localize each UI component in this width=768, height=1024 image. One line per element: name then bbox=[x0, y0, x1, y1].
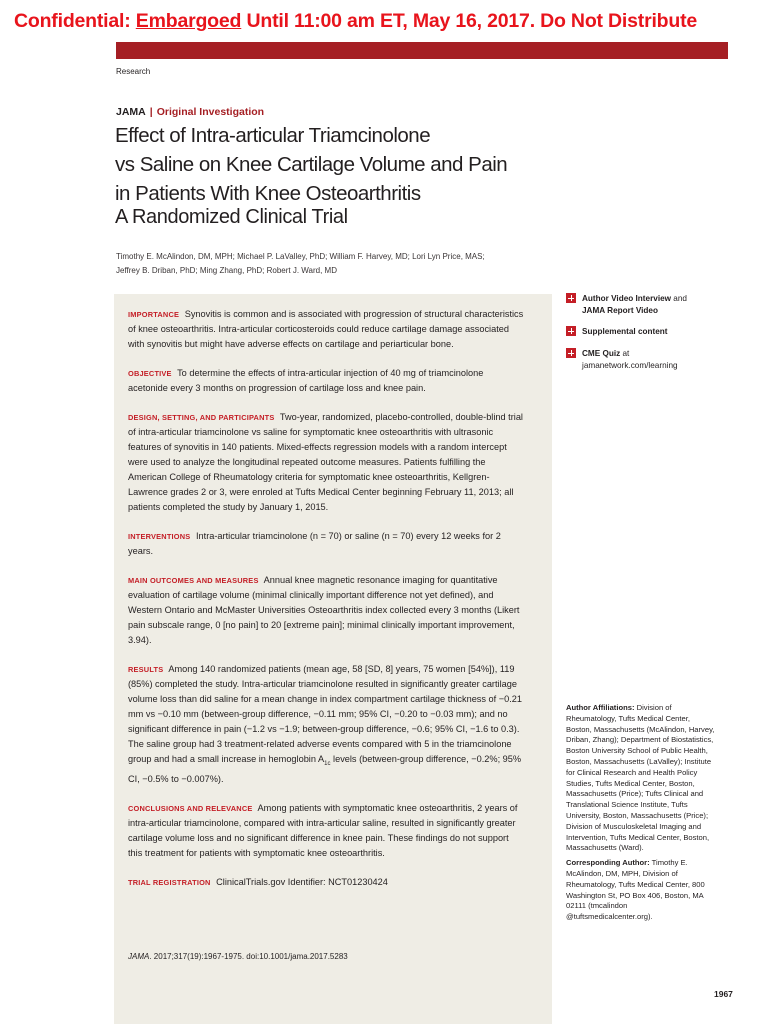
affiliations-label: Author Affiliations: bbox=[566, 703, 635, 712]
supplemental-label: Supplemental content bbox=[582, 327, 668, 336]
title-line-2: vs Saline on Knee Cartilage Volume and Pain bbox=[115, 153, 508, 176]
importance-text: Synovitis is common and is associated with progression of structural characteristics of knee osteoarthritis. Intra-articular corticosteroids could reduce cartilage damage associated with synovitis but might have adverse effects on cartilage and periarticular bone. bbox=[128, 309, 524, 349]
sidebar-supplemental-link[interactable] bbox=[566, 326, 716, 338]
conclusions-text: Among patients with symptomatic knee osteoarthritis, 2 years of intra-articular triamcinolone, compared with intra-articular saline, resulted in significantly greater cartilage volume loss and no significant difference in knee pain. These findings do not support this treatment for patients with symptomatic knee osteoarthritis. bbox=[128, 802, 518, 858]
abstract-registration bbox=[128, 875, 524, 890]
journal-name: JAMA bbox=[116, 106, 146, 118]
journal-line bbox=[116, 106, 264, 118]
abstract-box bbox=[114, 294, 552, 1024]
importance-heading: IMPORTANCE bbox=[128, 310, 180, 319]
journal-separator: | bbox=[149, 106, 153, 118]
plus-icon bbox=[566, 348, 576, 358]
corresponding-author-label: Corresponding Author: bbox=[566, 858, 650, 868]
plus-icon bbox=[566, 326, 576, 336]
design-heading: DESIGN, SETTING, AND PARTICIPANTS bbox=[128, 413, 275, 422]
citation-text: . 2017;317(19):1967-1975. doi:10.1001/jama.2017.5283 bbox=[149, 952, 348, 961]
video-interview-label: Author Video Interview bbox=[582, 294, 672, 303]
author-affiliations bbox=[566, 703, 716, 923]
article-title bbox=[115, 121, 545, 208]
article-subtitle: A Randomized Clinical Trial bbox=[115, 206, 348, 228]
header-red-bar bbox=[116, 42, 728, 59]
abstract-objective bbox=[128, 366, 524, 396]
abstract-outcomes bbox=[128, 573, 524, 648]
abstract-results bbox=[128, 662, 524, 787]
conclusions-heading: CONCLUSIONS AND RELEVANCE bbox=[128, 803, 253, 813]
outcomes-heading: MAIN OUTCOMES AND MEASURES bbox=[128, 576, 259, 585]
jama-report-video-label: JAMA Report Video bbox=[582, 305, 658, 315]
results-subscript: 1c bbox=[324, 760, 331, 767]
banner-suffix: Until 11:00 am ET, May 16, 2017. Do Not Distribute bbox=[241, 10, 698, 32]
cme-quiz-label: CME Quiz bbox=[582, 349, 621, 358]
embargo-banner bbox=[14, 10, 697, 33]
interventions-heading: INTERVENTIONS bbox=[128, 532, 191, 541]
abstract-design bbox=[128, 410, 524, 515]
title-line-3: in Patients With Knee Osteoarthritis bbox=[115, 182, 421, 205]
sidebar-cme-link[interactable] bbox=[566, 348, 716, 371]
author-list bbox=[116, 250, 526, 277]
objective-text: To determine the effects of intra-articular injection of 40 mg of triamcinolone acetonide every 3 months on progression of cartilage loss and knee pain. bbox=[128, 368, 484, 393]
title-line-1: Effect of Intra-articular Triamcinolone bbox=[115, 124, 431, 147]
registration-text: ClinicalTrials.gov Identifier: NCT01230424 bbox=[216, 876, 388, 887]
cme-at: at bbox=[620, 349, 630, 358]
plus-icon bbox=[566, 293, 576, 303]
banner-prefix: Confidential: bbox=[14, 10, 136, 32]
interventions-text: Intra-articular triamcinolone (n = 70) or saline (n = 70) every 12 weeks for 2 years. bbox=[128, 531, 501, 556]
sidebar-video-link[interactable] bbox=[566, 293, 716, 316]
video-and: and bbox=[671, 294, 687, 303]
design-text: Two-year, randomized, placebo-controlled, double-blind trial of intra-articular triamcinolone vs saline for symptomatic knee osteoarthritis with ultrasonic features of synovitis in 140 patients. Mixed-effects regression models with a random intercept were used to analyze the longitudinal repeated outcome measures. Patients fulfilling the American College of Rheumatology criteria for symptomatic knee osteoarthritis, Kellgren-Lawrence grades 2 or 3, were enroled at Tufts Medical Center beginning February 11, 2013; all patients completed the study by January 1, 2015. bbox=[128, 412, 523, 512]
banner-embargoed: Embargoed bbox=[135, 10, 242, 32]
abstract-conclusions bbox=[128, 801, 524, 861]
outcomes-text: Annual knee magnetic resonance imaging for quantitative evaluation of cartilage volume (minimal clinically important difference not yet defined), and Western Ontario and McMaster Universities Osteoarthritis index collected every 3 months (Likert pain subscale range, 0 [no pain] to 20 [extreme pain]; minimal clinically important improvement, 3.94). bbox=[128, 575, 520, 645]
objective-heading: OBJECTIVE bbox=[128, 369, 172, 378]
registration-heading: TRIAL REGISTRATION bbox=[128, 877, 211, 887]
citation-line bbox=[128, 952, 348, 961]
authors-line-1: Timothy E. McAlindon, DM, MPH; Michael P. LaValley, PhD; William F. Harvey, MD; Lori Lyn Price, MAS; bbox=[116, 252, 485, 261]
abstract-importance bbox=[128, 307, 524, 352]
authors-line-2: Jeffrey B. Driban, PhD; Ming Zhang, PhD; Robert J. Ward, MD bbox=[116, 265, 337, 275]
abstract-interventions bbox=[128, 529, 524, 559]
corresponding-author-text: Timothy E. McAlindon, DM, MPH, Division of Rheumatology, Tufts Medical Center, 800 Washington St, PO Box 406, Boston, MA 02111 (tmcalindon @tuftsmedicalcenter.org). bbox=[566, 858, 705, 922]
results-text-a: Among 140 randomized patients (mean age, 58 [SD, 8] years, 75 women [54%]), 119 (85%) completed the study. Intra-articular triamcinolone resulted in significantly greater cartilage volume loss than did saline for a mean change in index compartment cartilage thickness of −0.21 mm vs −0.10 mm (between-group difference, −0.11 mm; 95% CI, −0.20 to −0.03 mm); and no significant difference in pain (−1.2 vs −1.9; between-group difference, −0.6; 95% CI, −1.6 to 0.3). The saline group had 3 treatment-related adverse events compared with 5 in the triamcinolone group and had a small increase in hemoglobin A bbox=[128, 664, 523, 764]
affiliations-text: Division of Rheumatology, Tufts Medical Center, Boston, Massachusetts (McAlindon, Harvey, Driban, Zhang); Department of Biostatistics, Boston University School of Public Health, Boston, Massachusetts (LaValley); Institute for Clinical Research and Health Policy Studies, Tufts Medical Center, Boston, Massachusetts (Price); Tufts Clinical and Translational Science Institute, Tufts University, Boston, Massachusetts (Price); Division of Musculoskeletal Imaging and Intervention, Tufts Medical Center, Boston, Massachusetts (Ward). bbox=[566, 703, 715, 853]
results-text-b: levels (between-group difference, −0.2%; 95% CI, −0.5% to −0.007%). bbox=[128, 754, 522, 784]
section-label: Research bbox=[116, 67, 151, 76]
article-type: Original Investigation bbox=[156, 106, 265, 118]
page-number: 1967 bbox=[714, 989, 733, 999]
cme-url: jamanetwork.com/learning bbox=[582, 360, 678, 370]
results-heading: RESULTS bbox=[128, 665, 164, 674]
citation-journal: JAMA bbox=[128, 952, 150, 961]
